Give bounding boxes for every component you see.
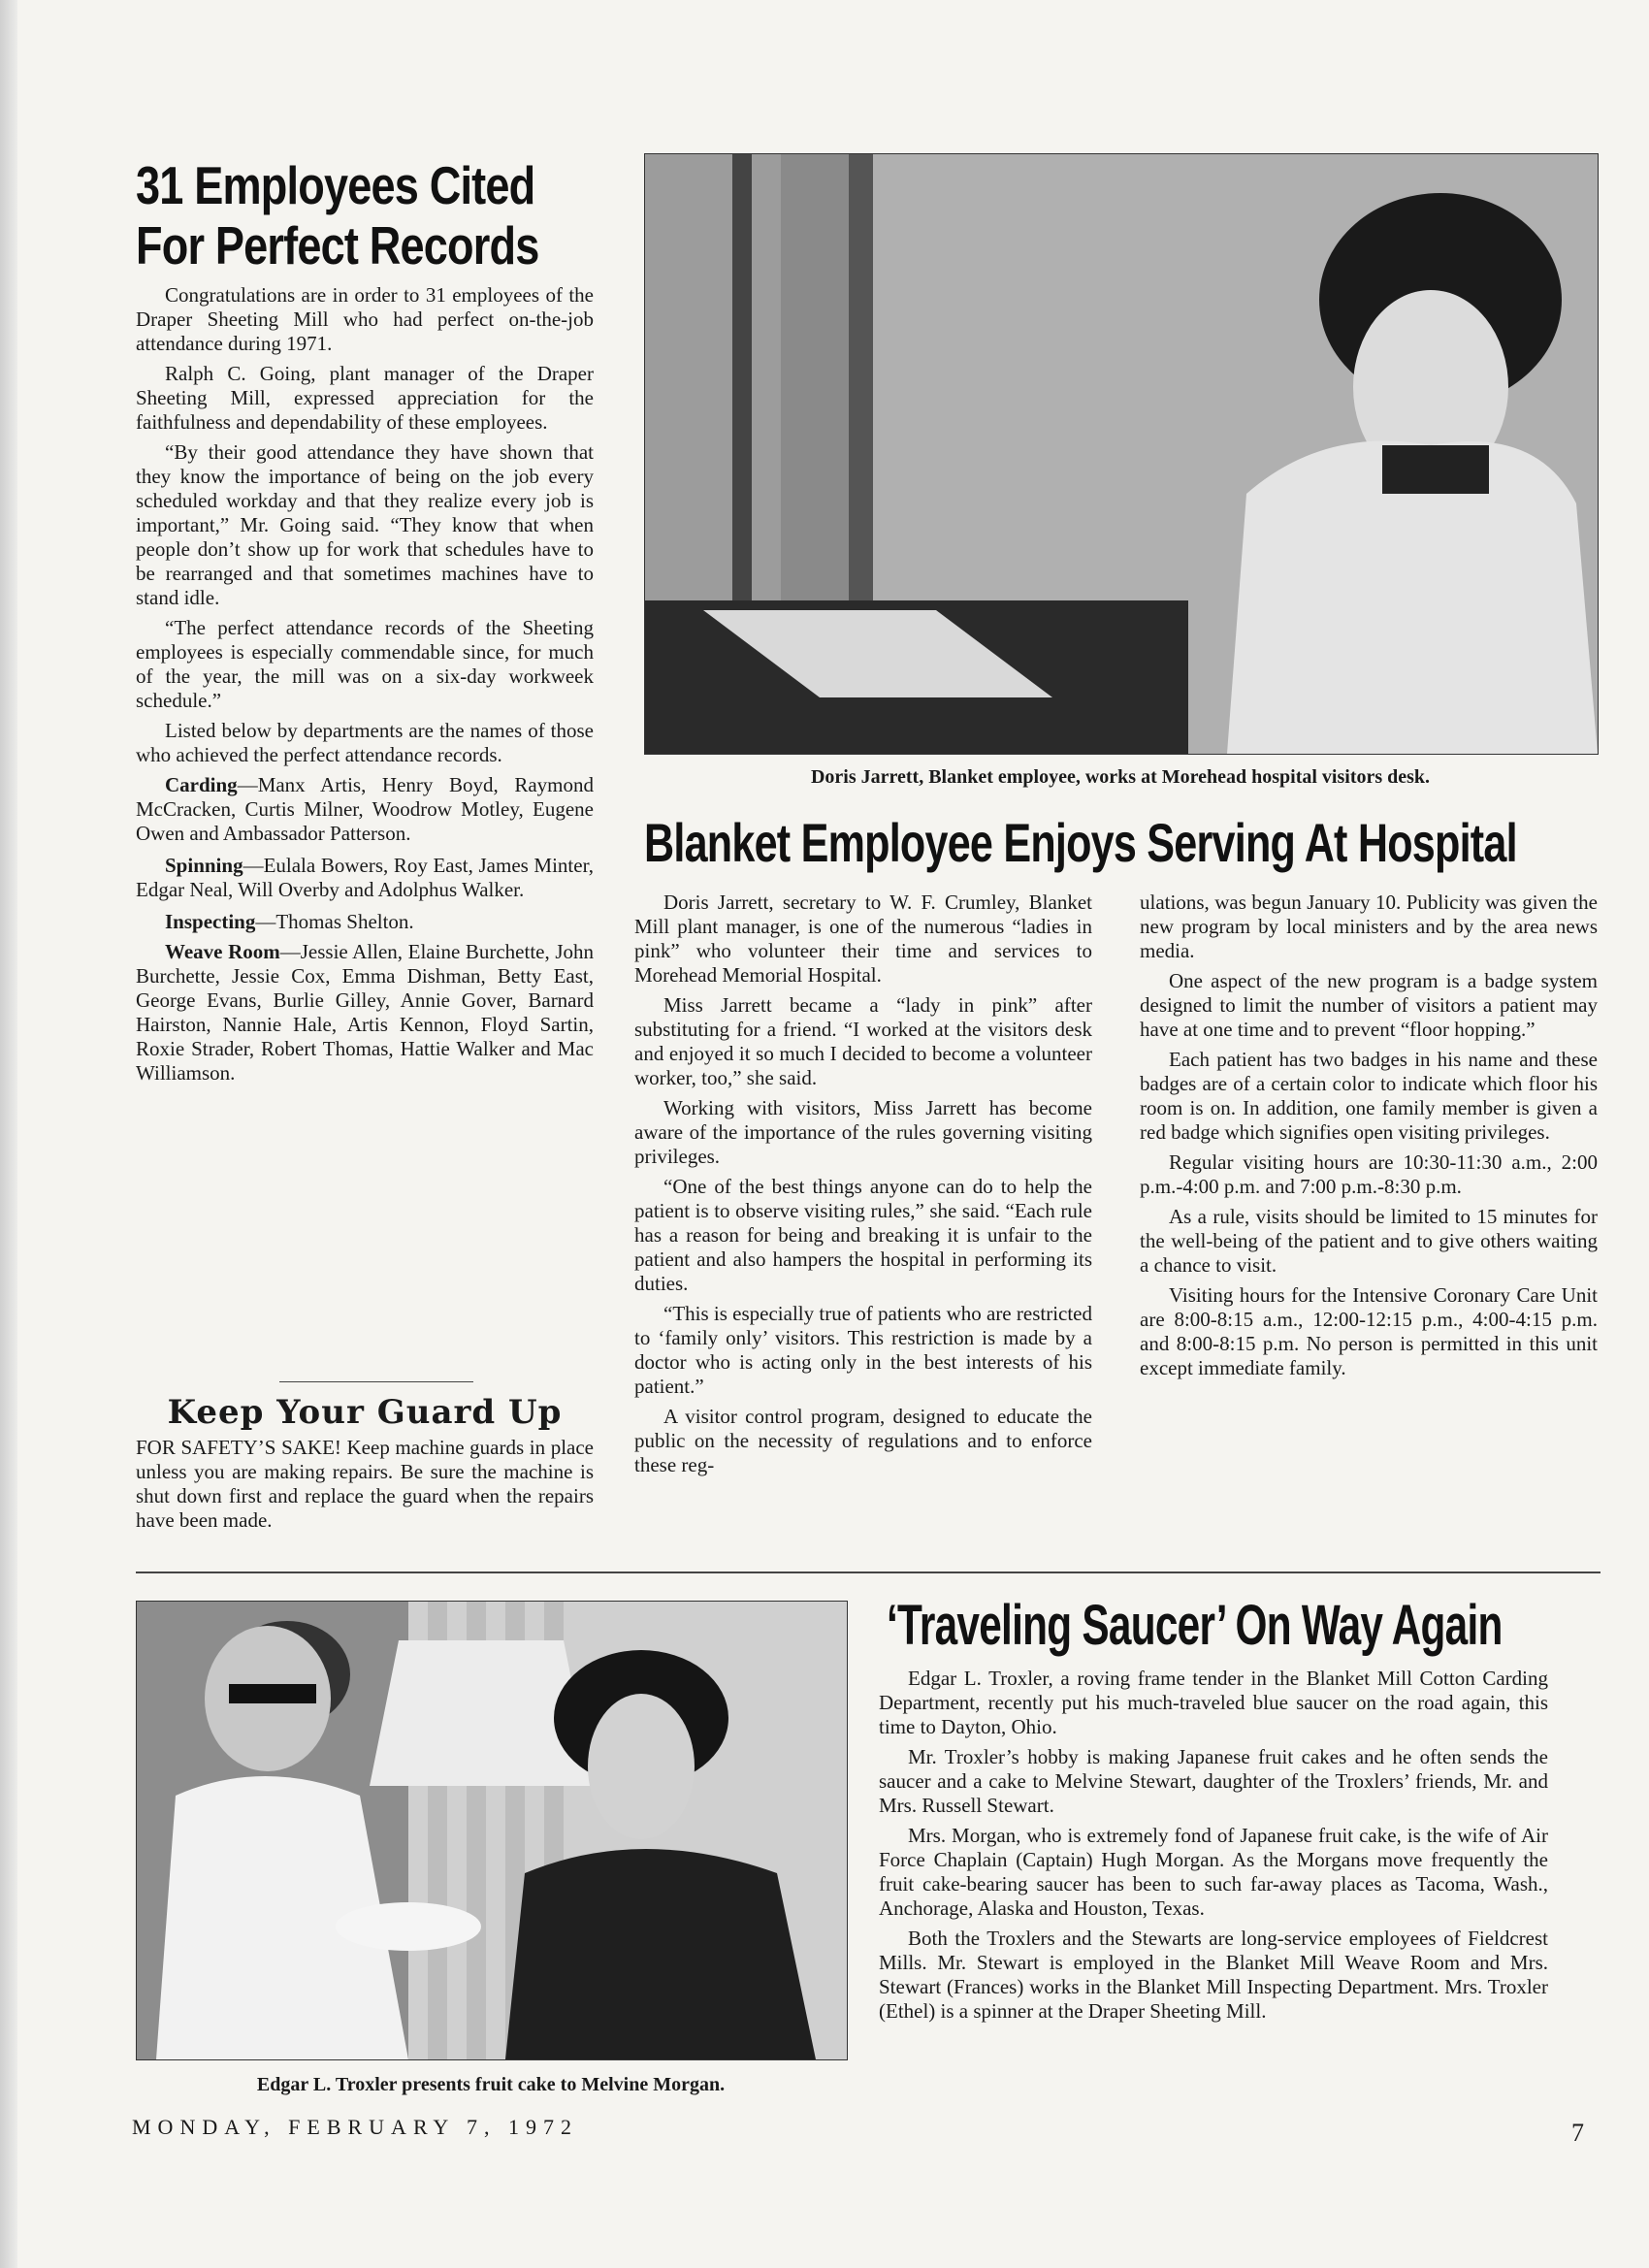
paragraph: Each patient has two badges in his name and these badges are of a certain color to indicate which floor his room is on. In addition, one family member is given a red badge which signifies open visiting privileges. [1140, 1048, 1598, 1144]
article-column-2 [1140, 891, 1598, 1386]
paragraph: Both the Troxlers and the Stewarts are long-service employees of Fieldcrest Mills. Mr. Stewart is employed in the Blanket Mill Weave Room and Mrs. Stewart (Frances) works in the Blanket Mill Inspecting Department. Mrs. Troxler (Ethel) is a spinner at the Draper Sheeting Mill. [879, 1927, 1548, 2023]
paragraph: Miss Jarrett became a “lady in pink” after substituting for a friend. “I worked at the visitors desk and enjoyed it so much I decided to become a volunteer worker, too,” she said. [634, 993, 1092, 1089]
binding-gutter [0, 0, 17, 2268]
department-inspecting [136, 910, 594, 934]
divider-short [279, 1381, 473, 1382]
paragraph: ulations, was begun January 10. Publicity was given the new program by local ministers and by the area news media. [1140, 891, 1598, 962]
photo-image [645, 154, 1598, 754]
photo-troxler-morgan [136, 1601, 848, 2060]
department-name: Carding [165, 773, 238, 796]
paragraph: Working with visitors, Miss Jarrett has become aware of the importance of the rules governing visiting privileges. [634, 1096, 1092, 1168]
headline-traveling-saucer: ‘Traveling Saucer’ On Way Again [887, 1594, 1503, 1657]
department-names: —Manx Artis, Henry Boyd, Raymond McCracken, Curtis Milner, Woodrow Motley, Eugene Owen and Ambassador Patterson. [136, 773, 594, 845]
paragraph: Ralph C. Going, plant manager of the Draper Sheeting Mill, expressed appreciation for the faithfulness and dependability of these employees. [136, 362, 594, 434]
paragraph: “This is especially true of patients who are restricted to ‘family only’ visitors. This restriction is made by a doctor who is acting only in the best interests of his patient.” [634, 1302, 1093, 1398]
photo-caption: Doris Jarrett, Blanket employee, works at Morehead hospital visitors desk. [810, 766, 1431, 788]
photo-caption: Edgar L. Troxler presents fruit cake to Melvine Morgan. [256, 2074, 726, 2095]
headline-line-1: 31 Employees Cited [136, 155, 535, 215]
department-names: —Eulala Bowers, Roy East, James Minter, Edgar Neal, Will Overby and Adolphus Walker. [136, 854, 594, 901]
paragraph: Edgar L. Troxler, a roving frame tender in the Blanket Mill Cotton Carding Department, recently put his much-traveled blue saucer on the road again, this time to Dayton, Ohio. [879, 1667, 1548, 1738]
department-weave-room [136, 940, 594, 1085]
paragraph: Doris Jarrett, secretary to W. F. Crumley, Blanket Mill plant manager, is one of the numerous “ladies in pink” who volunteer their time and services to Morehead Memorial Hospital. [634, 891, 1092, 987]
photo-doris-jarrett [644, 153, 1599, 755]
article-keep-guard [136, 1393, 594, 1539]
department-name: Weave Room [165, 940, 280, 963]
department-name: Inspecting [165, 910, 256, 933]
footer-date: MONDAY, FEBRUARY 7, 1972 [132, 2115, 578, 2139]
paragraph: A visitor control program, designed to educate the public on the necessity of regulations and to enforce these reg- [634, 1405, 1092, 1476]
paragraph: Visiting hours for the Intensive Coronary Care Unit are 8:00-8:15 a.m., 12:00-12:15 p.m., 4:00-4:15 p.m. and 8:00-8:15 p.m. No person is permitted in this unit except immediate family. [1140, 1283, 1598, 1379]
article-column-1 [634, 891, 1092, 1483]
department-names: —Thomas Shelton. [255, 910, 414, 933]
paragraph: As a rule, visits should be limited to 15 minutes for the well-being of the patient and to give others waiting a chance to visit. [1140, 1205, 1598, 1277]
paragraph: Mr. Troxler’s hobby is making Japanese fruit cakes and he often sends the saucer and a cake to Melvine Stewart, daughter of the Troxlers’ friends, Mr. and Mrs. Russell Stewart. [879, 1745, 1548, 1817]
headline-keep-guard: Keep Your Guard Up [167, 1393, 563, 1432]
article-perfect-records [136, 155, 594, 1091]
paragraph: Congratulations are in order to 31 employees of the Draper Sheeting Mill who had perfect on-the-job attendance during 1971. [136, 283, 594, 355]
paragraph: One aspect of the new program is a badge system designed to limit the number of visitors a patient may have at one time and to prevent “floor hopping.” [1140, 969, 1598, 1041]
article-body [879, 1667, 1548, 2029]
article-body [136, 1436, 594, 1533]
paragraph: FOR SAFETY’S SAKE! Keep machine guards in place unless you are making repairs. Be sure the machine is shut down first and replace the guard when the repairs have been made. [136, 1436, 594, 1532]
department-name: Spinning [165, 854, 243, 877]
department-carding [136, 773, 594, 846]
headline-line-2: For Perfect Records [136, 215, 539, 275]
paragraph: Regular visiting hours are 10:30-11:30 a.m., 2:00 p.m.-4:00 p.m. and 7:00 p.m.-8:30 p.m. [1140, 1150, 1598, 1198]
section-divider [136, 1571, 1600, 1573]
department-names: —Jessie Allen, Elaine Burchette, John Burchette, Jessie Cox, Emma Dishman, Betty East, George Evans, Burlie Gilley, Annie Gover, Barnard Hairston, Nannie Hale, Artis Kennon, Floyd Sartin, Roxie Strader, Robert Thomas, Hattie Walker and Mac Williamson. [136, 940, 594, 1085]
article-body [136, 283, 594, 1085]
headline-blanket-employee: Blanket Employee Enjoys Serving At Hospital [644, 812, 1517, 873]
photo-image [137, 1602, 847, 2059]
paragraph: Mrs. Morgan, who is extremely fond of Japanese fruit cake, is the wife of Air Force Chaplain (Captain) Hugh Morgan. As the Morgans move frequently the fruit cake-bearing saucer has been to such far-away places as Tacoma, Wash., Anchorage, Alaska and Houston, Texas. [879, 1824, 1548, 1920]
paragraph: Listed below by departments are the names of those who achieved the perfect attendance records. [136, 719, 594, 766]
headline-perfect-records [136, 155, 598, 275]
paragraph: “By their good attendance they have shown that they know the importance of being on the job every scheduled workday and that they realize every job is important,” Mr. Going said. “They know that when people don’t show up for work that schedules have to be rearranged and that sometimes machines have to stand idle. [136, 440, 594, 609]
department-spinning [136, 854, 594, 902]
page-number: 7 [1571, 2119, 1584, 2147]
paragraph: “The perfect attendance records of the Sheeting employees is especially commendable since, for much of the year, the mill was on a six-day workweek schedule.” [136, 616, 594, 712]
paragraph: “One of the best things anyone can do to help the patient is to observe visiting rules,” she said. “Each rule has a reason for being and breaking it is unfair to the patient and also hampers the hospital in performing its duties. [634, 1175, 1092, 1295]
